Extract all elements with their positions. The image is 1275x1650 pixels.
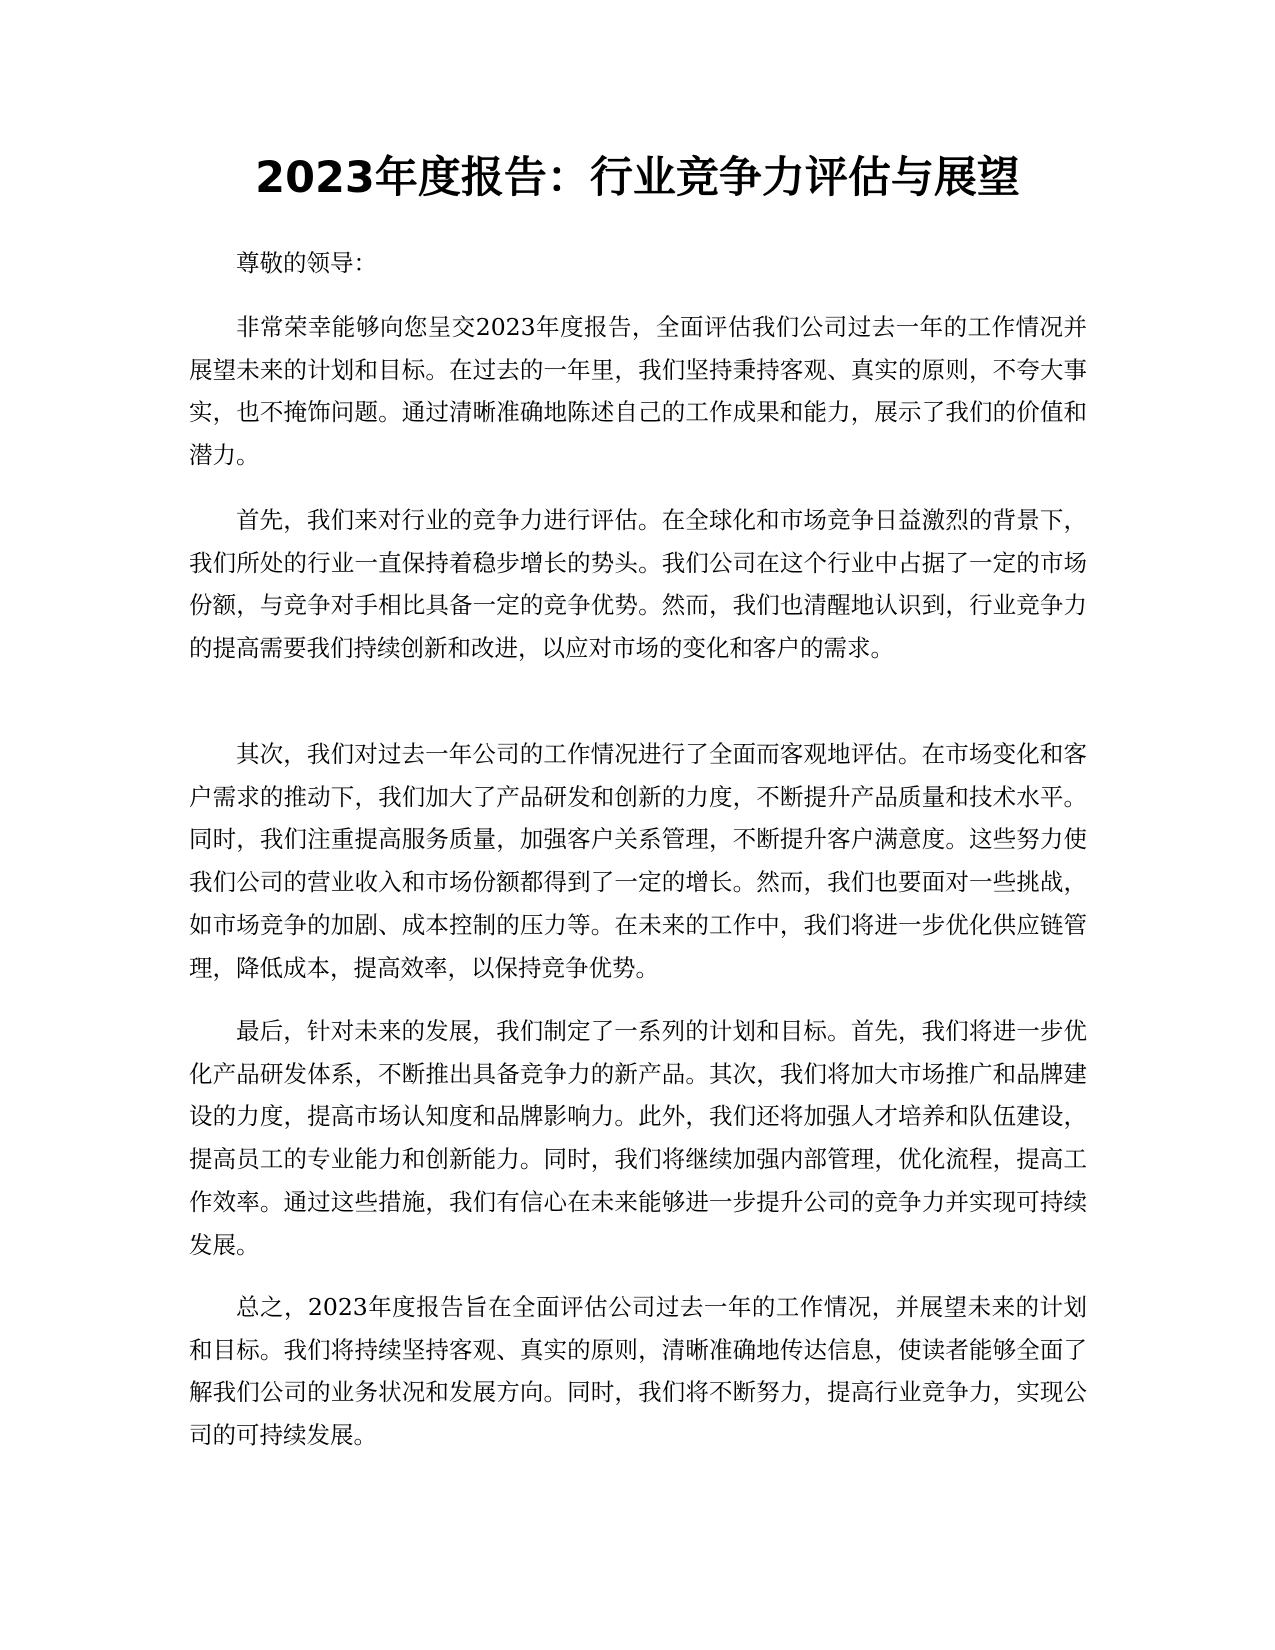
paragraph-future-plans: 最后，针对未来的发展，我们制定了一系列的计划和目标。首先，我们将进一步优化产品研发体系，不断推出具备竞争力的新产品。其次，我们将加大市场推广和品牌建设的力度，提高市场认知度和品牌影响力。此外，我们还将加强人才培养和队伍建设，提高员工的专业能力和创新能力。同时，我们将继续加强内部管理，优化流程，提高工作效率。通过这些措施，我们有信心在未来能够进一步提升公司的竞争力并实现可持续发展。 [189, 1017, 1087, 1259]
paragraph-industry-assessment: 首先，我们来对行业的竞争力进行评估。在全球化和市场竞争日益激烈的背景下，我们所处的行业一直保持着稳步增长的势头。我们公司在这个行业中占据了一定的市场份额，与竞争对手相比具备一定的竞争优势。然而，我们也清醒地认识到，行业竞争力的提高需要我们持续创新和改进，以应对市场的变化和客户的需求。 [189, 506, 1087, 663]
document-title: 2023年度报告：行业竞争力评估与展望 [255, 153, 1020, 203]
paragraph-intro: 非常荣幸能够向您呈交2023年度报告，全面评估我们公司过去一年的工作情况并展望未来的计划和目标。在过去的一年里，我们坚持秉持客观、真实的原则，不夸大事实，也不掩饰问题。通过清晰准确地陈述自己的工作成果和能力，展示了我们的价值和潜力。 [189, 313, 1087, 470]
paragraph-company-review: 其次，我们对过去一年公司的工作情况进行了全面而客观地评估。在市场变化和客户需求的推动下，我们加大了产品研发和创新的力度，不断提升产品质量和技术水平。同时，我们注重提高服务质量，加强客户关系管理，不断提升客户满意度。这些努力使我们公司的营业收入和市场份额都得到了一定的增长。然而，我们也要面对一些挑战，如市场竞争的加剧、成本控制的压力等。在未来的工作中，我们将进一步优化供应链管理，降低成本，提高效率，以保持竞争优势。 [189, 740, 1087, 982]
salutation: 尊敬的领导： [236, 249, 377, 277]
paragraph-conclusion: 总之，2023年度报告旨在全面评估公司过去一年的工作情况，并展望未来的计划和目标。我们将持续坚持客观、真实的原则，清晰准确地传达信息，使读者能够全面了解我们公司的业务状况和发展方向。同时，我们将不断努力，提高行业竞争力，实现公司的可持续发展。 [189, 1293, 1087, 1450]
